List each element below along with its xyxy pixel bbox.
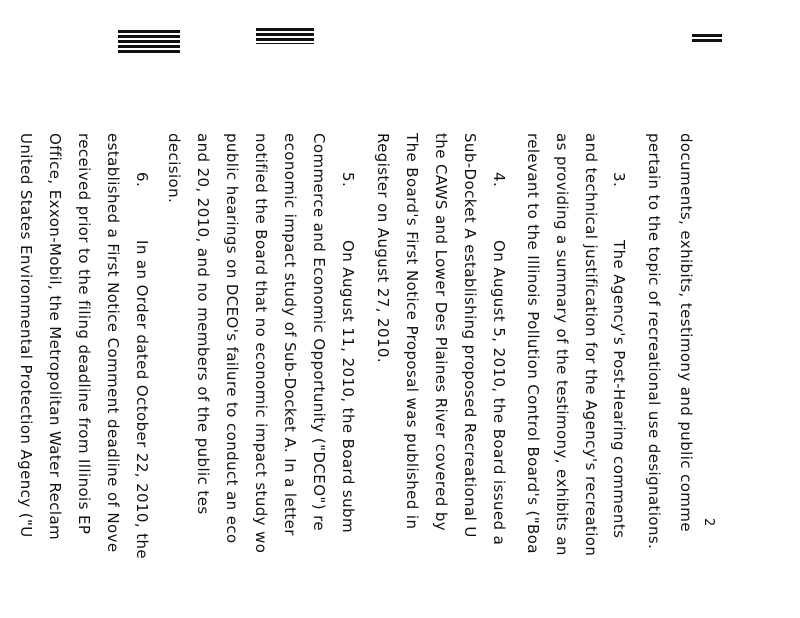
paragraph-4-line: The Board's First Notice Proposal was published in: [403, 133, 421, 530]
paragraph-5-line: economic impact study of Sub-Docket A. In a letter: [281, 133, 299, 536]
paragraph-6-line: United States Environmental Protection Agency ("U: [17, 133, 35, 538]
paragraph-4-line: the CAWS and Lower Des Plaines River covered by: [432, 133, 450, 532]
paragraph-3-line: and technical justification for the Agency's recreation: [582, 133, 600, 557]
paragraph-4-line: On August 5, 2010, the Board issued a: [490, 240, 508, 546]
paragraph-6-line: In an Order dated October 22, 2010, the: [133, 240, 151, 560]
paragraph-5-line: and 20, 2010, and no members of the public tes: [194, 133, 212, 515]
paragraph-5-line: decision.: [165, 133, 183, 204]
filing-stamp-mark: [256, 28, 314, 44]
paragraph-4-line: Sub-Docket A establishing proposed Recreational U: [461, 133, 479, 538]
paragraph-6-number: 6.: [133, 172, 151, 188]
paragraph-3-line: relevant to the Illinois Pollution Control Board's ("Boa: [524, 133, 542, 554]
paragraph-5-line: notified the Board that no economic impact study wo: [252, 133, 270, 554]
paragraph-5-number: 5.: [339, 172, 357, 188]
paragraph-3-line: The Agency's Post-Hearing comments: [610, 240, 628, 539]
paragraph-5-line: Commerce and Economic Opportunity ("DCEO") re: [310, 133, 328, 531]
paragraph-2-line: documents, exhibits, testimony and public comme: [677, 133, 695, 532]
page-number: 2: [701, 518, 716, 527]
paragraph-5-line: On August 11, 2010, the Board subm: [339, 240, 357, 533]
filing-stamp-mark: [118, 30, 180, 54]
paragraph-5-line: public hearings on DCEO's failure to conduct an eco: [223, 133, 241, 544]
paragraph-6-line: received prior to the filing deadline from Illinois EP: [75, 133, 93, 535]
paragraph-3-number: 3.: [610, 172, 628, 188]
paragraph-3-line: as providing a summary of the testimony, exhibits an: [553, 133, 571, 556]
paragraph-6-line: Office, Exxon-Mobil, the Metropolitan Water Reclam: [46, 133, 64, 541]
paragraph-6-line: established a First Notice Comment deadline of Nove: [104, 133, 122, 553]
paragraph-2-line: pertain to the topic of recreational use designations.: [645, 133, 663, 550]
paragraph-4-number: 4.: [490, 172, 508, 188]
filing-stamp-mark: [692, 34, 722, 44]
paragraph-4-line: Register on August 27, 2010.: [374, 133, 392, 364]
